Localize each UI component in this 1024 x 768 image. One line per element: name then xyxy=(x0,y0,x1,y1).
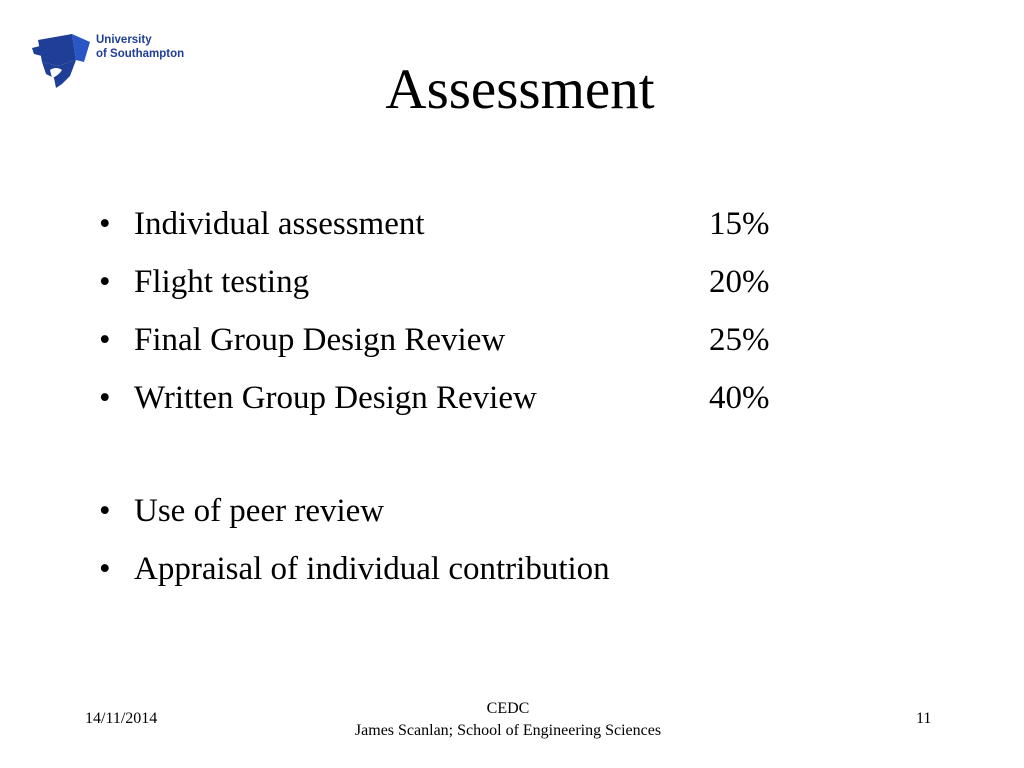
footer-author: James Scanlan; School of Engineering Sciences xyxy=(354,722,662,739)
footer-course: CEDC xyxy=(486,700,530,717)
list-item xyxy=(92,195,912,253)
bullet-list xyxy=(92,195,912,598)
footer-date: 14/11/2014 xyxy=(85,710,158,727)
item-label: Use of peer review xyxy=(134,493,385,529)
item-label: Appraisal of individual contribution xyxy=(134,551,610,587)
list-item xyxy=(92,311,912,369)
university-name-line1: University xyxy=(96,34,152,46)
bullet-marker: • xyxy=(99,493,111,529)
item-weight: 20% xyxy=(709,264,770,300)
bullet-marker: • xyxy=(99,264,111,300)
bullet-marker: • xyxy=(99,380,111,416)
item-label: Flight testing xyxy=(134,264,310,300)
footer-center xyxy=(0,698,1016,742)
list-item xyxy=(92,253,912,311)
bullet-marker: • xyxy=(99,322,111,358)
bullet-marker: • xyxy=(99,551,111,587)
item-label: Final Group Design Review xyxy=(134,322,506,358)
item-label: Written Group Design Review xyxy=(134,380,537,416)
list-item xyxy=(92,369,912,427)
list-item xyxy=(92,540,912,598)
bullet-marker: • xyxy=(99,206,111,242)
item-weight: 40% xyxy=(709,380,770,416)
slide-number: 11 xyxy=(916,710,932,727)
item-label: Individual assessment xyxy=(134,206,425,242)
university-name-line2: of Southampton xyxy=(96,48,185,60)
list-item xyxy=(92,482,912,540)
item-weight: 25% xyxy=(709,322,770,358)
item-weight: 15% xyxy=(709,206,770,242)
slide-title: Assessment xyxy=(385,58,655,121)
